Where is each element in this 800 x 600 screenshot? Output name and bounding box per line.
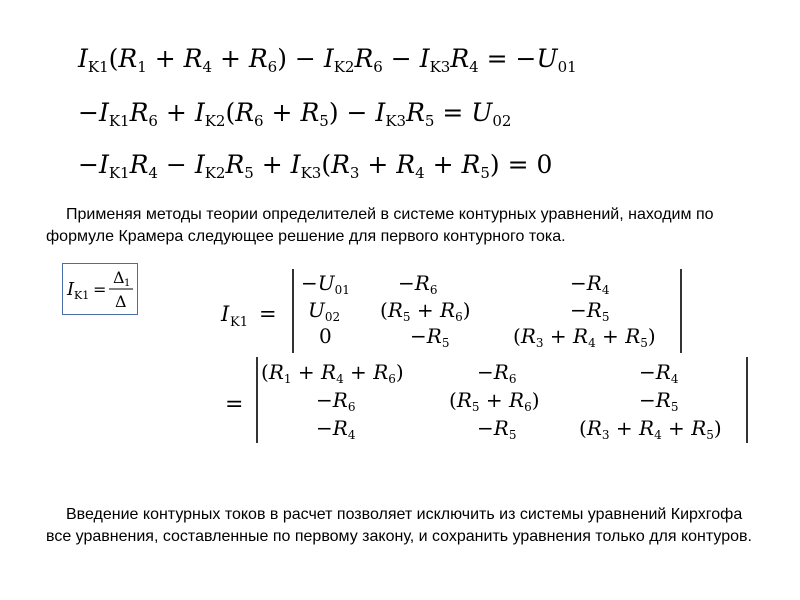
svg-text:−R4: $-R_4$ bbox=[316, 416, 356, 442]
equation-1: $I_{K1}(R_1 + R_4 + R_6) - I_{K2}R_6 - I_{K3}R_4 = -U_{01}$ bbox=[78, 44, 577, 76]
svg-text:−R4: $-R_4$ bbox=[639, 360, 679, 386]
svg-text:(R5 + R6): $(R_5 + R_6)$ bbox=[380, 298, 471, 324]
determinant-ik1 bbox=[215, 265, 695, 355]
svg-text:(R3 + R4 + R5): $(R_3 + R_4 + R_5)$ bbox=[513, 324, 656, 350]
svg-text:K1: K1 bbox=[230, 315, 248, 330]
paragraph-cramer: Применяя методы теории определителей в системе контурных уравнений, находим по формуле Крамера следующее решение для первого контурного тока. bbox=[46, 206, 714, 245]
svg-text:−R5: $-R_5$ bbox=[410, 324, 450, 350]
svg-text:Δ: Δ bbox=[113, 268, 125, 287]
svg-text:=: = bbox=[225, 392, 244, 417]
svg-text:−R5: $-R_5$ bbox=[570, 298, 610, 324]
svg-text:U02: $U_{02}$ bbox=[308, 298, 341, 324]
svg-text:0: 0 bbox=[319, 324, 332, 348]
svg-text:1: 1 bbox=[124, 278, 131, 289]
svg-text:−R5: $-R_5$ bbox=[639, 388, 679, 414]
svg-text:(R1 + R4 + R6): $(R_1 + R_4 + R_6)$ bbox=[261, 360, 404, 386]
equation-3: $-I_{K1}R_4 - I_{K2}R_5 + I_{K3}(R_3 + R_4 + R_5) = 0$ bbox=[78, 150, 553, 182]
svg-text:−U01: $-U_{01}$ bbox=[301, 271, 350, 297]
svg-text:I: I bbox=[221, 302, 230, 326]
svg-text:=: = bbox=[259, 302, 277, 326]
svg-text:−R6: $-R_6$ bbox=[477, 360, 517, 386]
svg-text:=: = bbox=[93, 280, 107, 299]
cramer-formula bbox=[63, 264, 137, 314]
svg-text:Δ: Δ bbox=[115, 292, 127, 311]
equation-2: $-I_{K1}R_6 + I_{K2}(R_6 + R_5) - I_{K3}R_5 = U_{02}$ bbox=[78, 98, 512, 130]
svg-text:I: I bbox=[67, 279, 75, 300]
svg-text:−R6: $-R_6$ bbox=[398, 271, 438, 297]
determinant-delta bbox=[215, 355, 755, 447]
svg-text:(R3 + R4 + R5): $(R_3 + R_4 + R_5)$ bbox=[579, 416, 722, 442]
paragraph-conclusion: Введение контурных токов в расчет позволяет исключить из системы уравнений Кирхгофа все уравнения, составленные по первому закону, и сохранить уравнения только для контуров. bbox=[46, 506, 752, 545]
cramer-formula-box bbox=[62, 263, 138, 315]
svg-text:−R4: $-R_4$ bbox=[570, 271, 610, 297]
svg-text:(R5 + R6): $(R_5 + R_6)$ bbox=[449, 388, 540, 414]
svg-text:K1: K1 bbox=[74, 289, 90, 302]
svg-text:−R5: $-R_5$ bbox=[477, 416, 517, 442]
svg-text:−R6: $-R_6$ bbox=[316, 388, 356, 414]
